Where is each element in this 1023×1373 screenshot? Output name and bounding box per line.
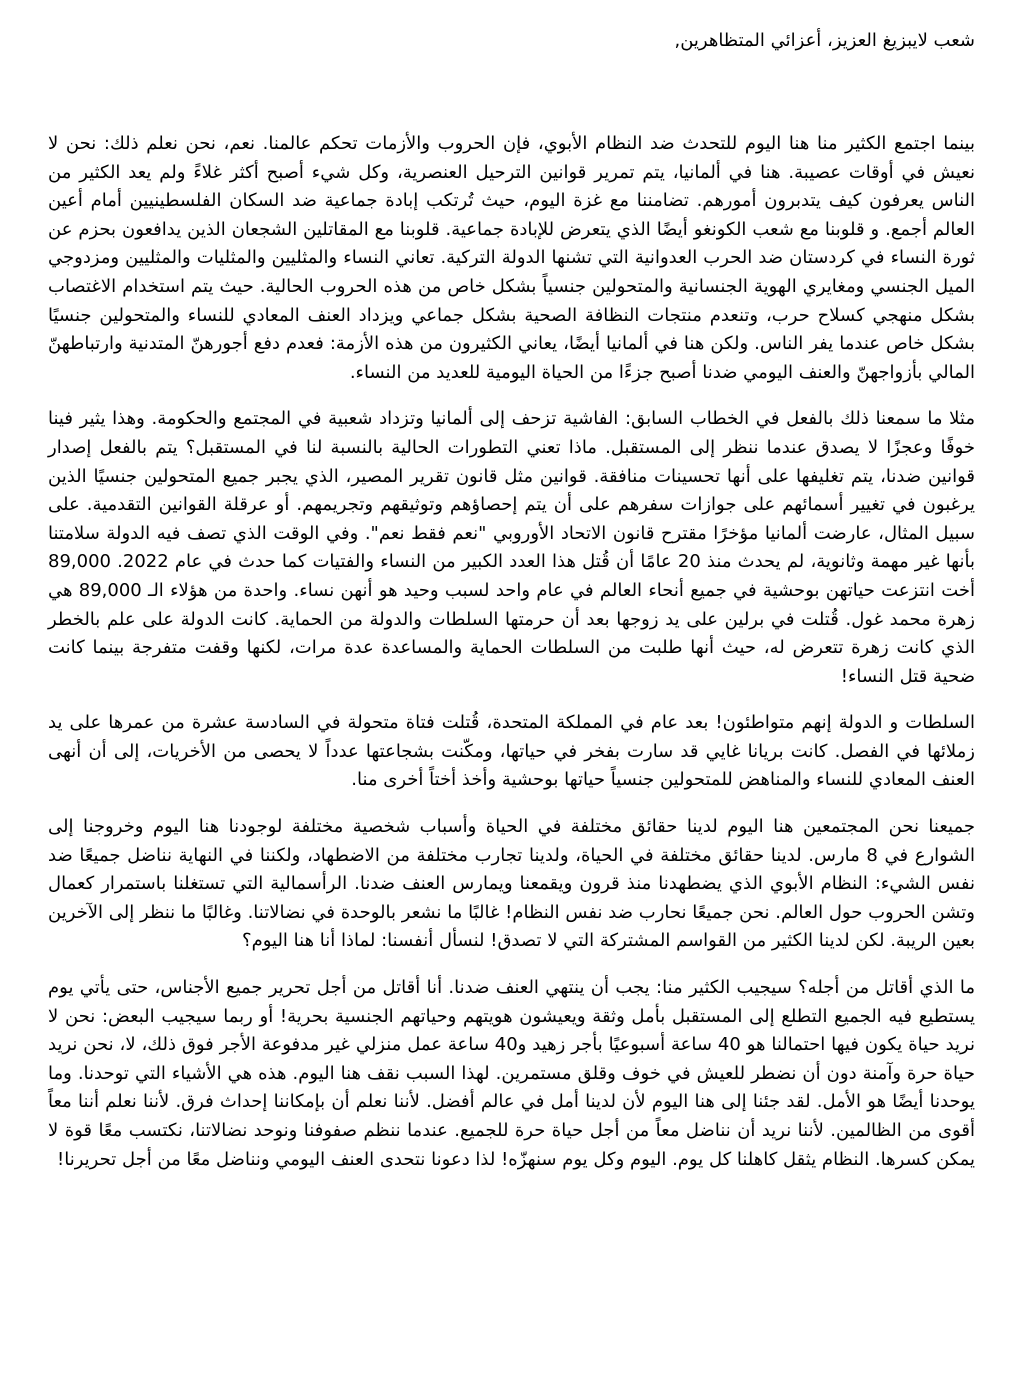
paragraph-3: السلطات و الدولة إنهم متواطئون! بعد عام في المملكة المتحدة، قُتلت فتاة متحولة في السادسة عشرة من عمرها على يد زملائها في الفصل. كانت بريانا غايي قد سارت بفخر في حياتها، ومكّنت بشجاعتها عدداً لا يحصى من الأخريات، إلى أن أنهى العنف المعادي للنساء والمناهض للمتحولين جنسياً حياتها بوحشية وأخذ أختاً أخرى منا. bbox=[48, 712, 975, 791]
paragraph-1: بينما اجتمع الكثير منا هنا اليوم للتحدث ضد النظام الأبوي، فإن الحروب والأزمات تحكم عالمنا. نعم، نحن نعلم ذلك: نحن لا نعيش في أوقات عصيبة. هنا في ألمانيا، يتم تمرير قوانين الترحيل العنصرية، وكل شيء أصبح أكثر غلاءً ولم يعد الكثير من الناس يعرفون كيف يتدبرون أمورهم. تضامننا مع غزة اليوم، حيث تُرتكب إبادة جماعية ضد السكان الفلسطينيين أمام أعين العالم أجمع. و قلوبنا مع شعب الكونغو أيضًا الذي يتعرض للإبادة جماعية. قلوبنا مع المقاتلين الشجعان الذين يدافعون بحزم عن ثورة النساء في كردستان ضد الحرب العدوانية التي تشنها الدولة التركية. تعاني النساء والمثليين والمثليات والمثليين ومزدوجي الميل الجنسي ومغايري الهوية الجنسانية والمتحولين جنسياً بشكل خاص من هذه الحروب الحالية. حيث يتم استخدام الاغتصاب بشكل منهجي كسلاح حرب، وتنعدم منتجات النظافة الصحية بشكل جماعي ويزداد العنف المعادي للنساء والمتحولين جنسيًا بشكل خاص عندما يفر الناس. ولكن هنا في ألمانيا أيضًا، يعاني الكثيرون من هذه الأزمة: فعدم دفع أجورهنّ المتدنية وارتباطهنّ المالي بأزواجهنّ والعنف اليومي ضدنا أصبح جزءًا من الحياة اليومية للعديد من النساء. bbox=[48, 133, 975, 383]
paragraph-2: مثلا ما سمعنا ذلك بالفعل في الخطاب السابق: الفاشية تزحف إلى ألمانيا وتزداد شعبية في المجتمع والحكومة. وهذا يثير فينا خوفًا وعجزًا لا يصدق عندما ننظر إلى المستقبل. ماذا تعني التطورات الحالية بالنسبة لنا في المستقبل؟ يتم بالفعل إصدار قوانين ضدنا، يتم تغليفها على أنها تحسينات منافقة. قوانين مثل قانون تقرير المصير، الذي يجبر جميع المتحولين جنسيًا الذين يرغبون في تغيير أسمائهم على جوازات سفرهم على أن يتم إحصاؤهم وتوثيقهم وتجريمهم. أو عرقلة القوانين التقدمية. على سبيل المثال، عارضت ألمانيا مؤخرًا مقترح قانون الاتحاد الأوروبي "نعم فقط نعم". وفي الوقت الذي تصف فيه الدولة سلامتنا بأنها غير مهمة وثانوية، لم يحدث منذ 20 عامًا أن قُتل هذا العدد الكبير من النساء والفتيات كما حدث في عام 2022. 89,000 أخت انتزعت حياتهن بوحشية في جميع أنحاء العالم في عام واحد لسبب وحيد هو أنهن نساء. واحدة من هؤلاء الـ 89,000 هي زهرة محمد غول. قُتلت في برلين على يد زوجها بعد أن حرمتها السلطات والدولة من الحماية. كانت الدولة على علم بالخطر الذي كانت زهرة تتعرض له، حيث أنها طلبت من السلطات الحماية والمساعدة عدة مرات، لكنها وقفت متفرجة بينما كانت ضحية قتل النساء! bbox=[48, 408, 975, 687]
paragraph-4: جميعنا نحن المجتمعين هنا اليوم لدينا حقائق مختلفة في الحياة وأسباب شخصية مختلفة لوجودنا هنا اليوم وخروجنا إلى الشوارع في 8 مارس. لدينا حقائق مختلفة في الحياة، ولدينا تجارب مختلفة من الاضطهاد، ولكننا في النهاية نناضل جميعًا ضد نفس الشيء: النظام الأبوي الذي يضطهدنا منذ قرون ويقمعنا ويمارس العنف ضدنا. الرأسمالية التي تستغلنا باستمرار كعمال وتشن الحروب حول العالم. نحن جميعًا نحارب ضد نفس النظام! غالبًا ما نشعر بالوحدة في نضالاتنا. وغالبًا ما ننظر إلى الآخرين بعين الريبة. لكن لدينا الكثير من القواسم المشتركة التي لا تصدق! لنسأل أنفسنا: لماذا أنا هنا اليوم؟ bbox=[48, 816, 975, 952]
paragraph-5: ما الذي أقاتل من أجله؟ سيجيب الكثير منا: يجب أن ينتهي العنف ضدنا. أنا أقاتل من أجل تحرير جميع الأجناس، حتى يأتي يوم يستطيع فيه الجميع التطلع إلى المستقبل بأمل وثقة ويعيشون هويتهم وحياتهم الجنسية بحرية! أو ربما سيجيب البعض: نحن لا نريد حياة يكون فيها احتمالنا هو 40 ساعة أسبوعيًا بأجر زهيد و40 ساعة عمل منزلي غير مدفوعة الأجر فوق ذلك، لا، نحن نريد حياة حرة وآمنة دون أن نضطر للعيش في خوف وقلق مستمرين. لهذا السبب نقف هنا اليوم. هذه هي الأشياء التي توحدنا. وما يوحدنا أيضًا هو الأمل. لقد جئنا إلى هنا اليوم لأن لدينا أمل في عالم أفضل. لأننا نعلم أن بإمكاننا إحداث فرق. لأننا نعلم أننا معاً أقوى من الظالمين. لأننا نريد أن نناضل معاً من أجل حياة حرة للجميع. عندما ننظم صفوفنا ونوحد نضالاتنا، نكتسب معًا قوة لا يمكن كسرها. النظام يثقل كاهلنا كل يوم. اليوم وكل يوم سنهزّه! لذا دعونا نتحدى العنف اليومي ونناضل معًا من أجل تحريرنا! bbox=[48, 977, 975, 1170]
greeting-line: شعب لايبزيغ العزيز، أعزائي المتظاهرين, bbox=[674, 30, 975, 51]
